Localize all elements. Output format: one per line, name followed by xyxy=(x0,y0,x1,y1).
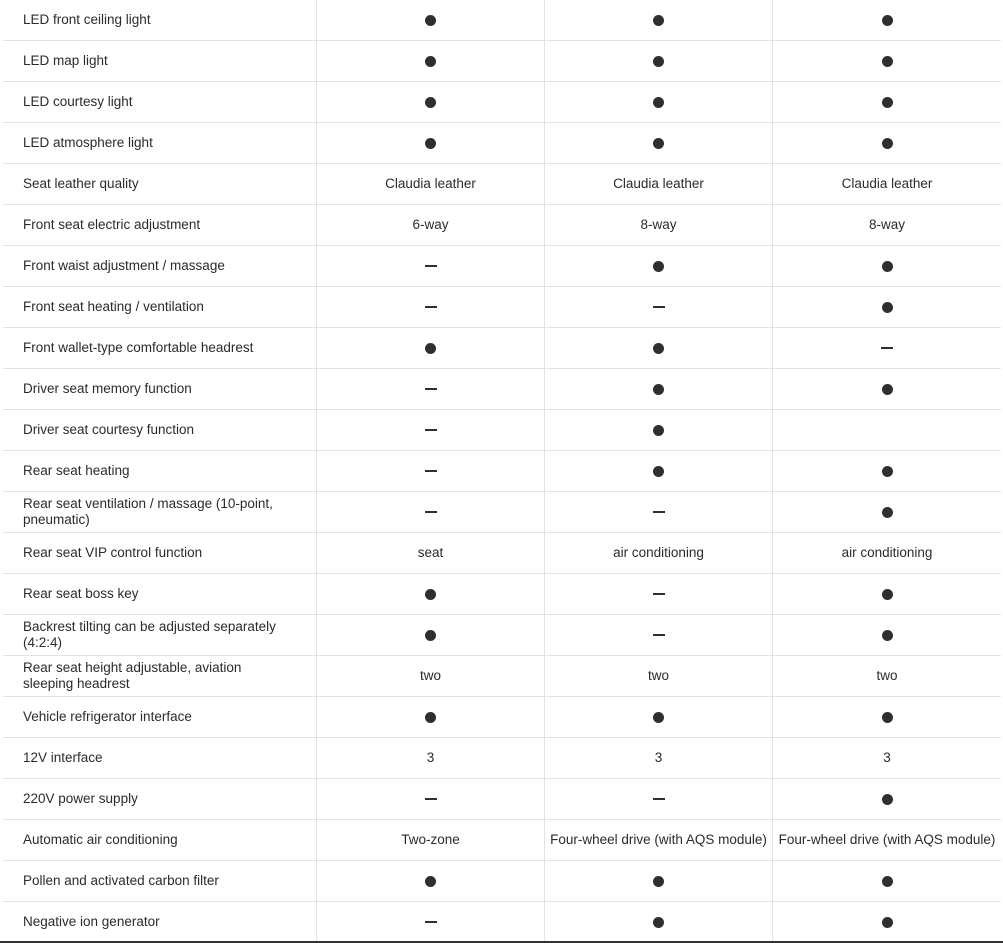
value-cell: Four-wheel drive (with AQS module) xyxy=(778,832,996,847)
standard-dot-icon xyxy=(545,697,773,737)
value-cell: seat xyxy=(317,533,545,573)
value-cell: air conditioning xyxy=(545,533,773,573)
dot-icon xyxy=(653,876,664,887)
dot-icon xyxy=(425,15,436,26)
table-row xyxy=(3,246,1001,287)
value-cell: Claudia leather xyxy=(317,164,545,204)
dot-icon xyxy=(882,302,893,313)
value-cell: Two-zone xyxy=(317,820,545,860)
standard-dot-icon xyxy=(773,41,1001,81)
dot-icon xyxy=(653,56,664,67)
not-available-dash-icon xyxy=(545,615,773,655)
row-label: Rear seat boss key xyxy=(3,574,317,614)
dot-icon xyxy=(882,507,893,518)
standard-dot-icon xyxy=(545,451,773,491)
value-cell: Four-wheel drive (with AQS module) xyxy=(545,820,773,860)
dot-icon xyxy=(653,712,664,723)
table-row xyxy=(3,41,1001,82)
table-row xyxy=(3,738,1001,779)
dot-icon xyxy=(425,876,436,887)
not-available-dash-icon xyxy=(545,492,773,532)
dot-icon xyxy=(882,712,893,723)
row-label: 220V power supply xyxy=(3,779,317,819)
dash-icon xyxy=(653,511,665,513)
table-row xyxy=(3,369,1001,410)
dot-icon xyxy=(882,466,893,477)
not-available-dash-icon xyxy=(317,410,545,450)
standard-dot-icon xyxy=(545,369,773,409)
table-row xyxy=(3,492,1001,533)
dot-icon xyxy=(882,630,893,641)
dot-icon xyxy=(653,425,664,436)
table-row xyxy=(3,451,1001,492)
row-label: Rear seat ventilation / massage (10-point, pneumatic) xyxy=(3,492,317,532)
row-label: Rear seat VIP control function xyxy=(3,533,317,573)
row-label: Front seat heating / ventilation xyxy=(3,287,317,327)
dash-icon xyxy=(653,634,665,636)
row-label: LED map light xyxy=(3,41,317,81)
table-row xyxy=(3,697,1001,738)
dot-icon xyxy=(425,56,436,67)
row-label: Front waist adjustment / massage xyxy=(3,246,317,286)
row-label: Pollen and activated carbon filter xyxy=(3,861,317,901)
dot-icon xyxy=(882,794,893,805)
standard-dot-icon xyxy=(317,574,545,614)
table-row xyxy=(3,574,1001,615)
standard-dot-icon xyxy=(773,451,1001,491)
value-cell: 6-way xyxy=(317,205,545,245)
dot-icon xyxy=(425,97,436,108)
standard-dot-icon xyxy=(545,328,773,368)
table-row xyxy=(3,902,1001,943)
value-cell: 3 xyxy=(883,750,891,765)
table-row xyxy=(3,533,1001,574)
standard-dot-icon xyxy=(773,492,1001,532)
standard-dot-icon xyxy=(773,779,1001,819)
row-label: Driver seat memory function xyxy=(3,369,317,409)
row-label: Rear seat height adjustable, aviation sleeping headrest xyxy=(3,656,317,696)
value-cell: two xyxy=(317,656,545,696)
table-row xyxy=(3,656,1001,697)
row-label: Front wallet-type comfortable headrest xyxy=(3,328,317,368)
dash-icon xyxy=(653,593,665,595)
table-row xyxy=(3,861,1001,902)
row-label: LED front ceiling light xyxy=(3,0,317,40)
table-row xyxy=(3,205,1001,246)
dot-icon xyxy=(882,15,893,26)
not-available-dash-icon xyxy=(317,779,545,819)
row-label: Front seat electric adjustment xyxy=(3,205,317,245)
not-available-dash-icon xyxy=(317,492,545,532)
dot-icon xyxy=(653,138,664,149)
dot-icon xyxy=(425,343,436,354)
dot-icon xyxy=(425,712,436,723)
standard-dot-icon xyxy=(317,123,545,163)
standard-dot-icon xyxy=(545,41,773,81)
dot-icon xyxy=(882,589,893,600)
dash-icon xyxy=(425,470,437,472)
standard-dot-icon xyxy=(317,861,545,901)
standard-dot-icon xyxy=(773,902,1001,942)
row-label: 12V interface xyxy=(3,738,317,778)
not-available-dash-icon xyxy=(545,779,773,819)
dash-icon xyxy=(425,511,437,513)
dash-icon xyxy=(653,798,665,800)
dot-icon xyxy=(882,97,893,108)
standard-dot-icon xyxy=(773,574,1001,614)
row-label: LED courtesy light xyxy=(3,82,317,122)
standard-dot-icon xyxy=(773,82,1001,122)
standard-dot-icon xyxy=(317,697,545,737)
dot-icon xyxy=(653,261,664,272)
value-cell: two xyxy=(876,668,898,683)
dash-icon xyxy=(881,347,893,349)
dot-icon xyxy=(653,466,664,477)
spec-comparison-table xyxy=(3,0,1001,943)
row-label: Automatic air conditioning xyxy=(3,820,317,860)
standard-dot-icon xyxy=(773,615,1001,655)
row-label: Backrest tilting can be adjusted separately (4:2:4) xyxy=(3,615,317,655)
value-cell: Claudia leather xyxy=(841,176,933,191)
dash-icon xyxy=(425,388,437,390)
standard-dot-icon xyxy=(545,246,773,286)
value-cell: 3 xyxy=(545,738,773,778)
dot-icon xyxy=(425,589,436,600)
not-available-dash-icon xyxy=(317,902,545,942)
dot-icon xyxy=(425,630,436,641)
standard-dot-icon xyxy=(773,861,1001,901)
row-label: Driver seat courtesy function xyxy=(3,410,317,450)
standard-dot-icon xyxy=(773,369,1001,409)
dot-icon xyxy=(653,343,664,354)
standard-dot-icon xyxy=(545,410,773,450)
dash-icon xyxy=(653,306,665,308)
row-label: LED atmosphere light xyxy=(3,123,317,163)
not-available-dash-icon xyxy=(545,574,773,614)
table-row xyxy=(3,328,1001,369)
dot-icon xyxy=(653,97,664,108)
standard-dot-icon xyxy=(317,615,545,655)
standard-dot-icon xyxy=(545,861,773,901)
table-row xyxy=(3,820,1001,861)
not-available-dash-icon xyxy=(317,246,545,286)
dot-icon xyxy=(653,15,664,26)
row-label: Seat leather quality xyxy=(3,164,317,204)
value-cell: 8-way xyxy=(545,205,773,245)
dash-icon xyxy=(425,429,437,431)
value-cell xyxy=(773,410,1001,450)
standard-dot-icon xyxy=(773,697,1001,737)
table-row xyxy=(3,287,1001,328)
standard-dot-icon xyxy=(773,123,1001,163)
row-label: Rear seat heating xyxy=(3,451,317,491)
table-row xyxy=(3,82,1001,123)
standard-dot-icon xyxy=(545,0,773,40)
standard-dot-icon xyxy=(545,123,773,163)
dot-icon xyxy=(653,917,664,928)
table-row xyxy=(3,0,1001,41)
not-available-dash-icon xyxy=(317,451,545,491)
dot-icon xyxy=(882,138,893,149)
dash-icon xyxy=(425,798,437,800)
dot-icon xyxy=(425,138,436,149)
dash-icon xyxy=(425,265,437,267)
dot-icon xyxy=(653,384,664,395)
value-cell: two xyxy=(545,656,773,696)
dash-icon xyxy=(425,921,437,923)
value-cell: 8-way xyxy=(868,217,905,232)
dash-icon xyxy=(425,306,437,308)
value-cell: Claudia leather xyxy=(545,164,773,204)
table-row xyxy=(3,123,1001,164)
dot-icon xyxy=(882,917,893,928)
dot-icon xyxy=(882,876,893,887)
not-available-dash-icon xyxy=(317,287,545,327)
not-available-dash-icon xyxy=(545,287,773,327)
standard-dot-icon xyxy=(317,41,545,81)
standard-dot-icon xyxy=(317,0,545,40)
standard-dot-icon xyxy=(317,82,545,122)
table-row xyxy=(3,410,1001,451)
value-cell: air conditioning xyxy=(841,545,933,560)
standard-dot-icon xyxy=(773,287,1001,327)
dot-icon xyxy=(882,384,893,395)
table-row xyxy=(3,164,1001,205)
standard-dot-icon xyxy=(773,0,1001,40)
row-label: Vehicle refrigerator interface xyxy=(3,697,317,737)
dot-icon xyxy=(882,261,893,272)
dot-icon xyxy=(882,56,893,67)
standard-dot-icon xyxy=(317,328,545,368)
row-label: Negative ion generator xyxy=(3,902,317,942)
not-available-dash-icon xyxy=(773,328,1001,368)
table-row xyxy=(3,615,1001,656)
value-cell: 3 xyxy=(317,738,545,778)
standard-dot-icon xyxy=(545,902,773,942)
standard-dot-icon xyxy=(773,246,1001,286)
standard-dot-icon xyxy=(545,82,773,122)
table-row xyxy=(3,779,1001,820)
not-available-dash-icon xyxy=(317,369,545,409)
